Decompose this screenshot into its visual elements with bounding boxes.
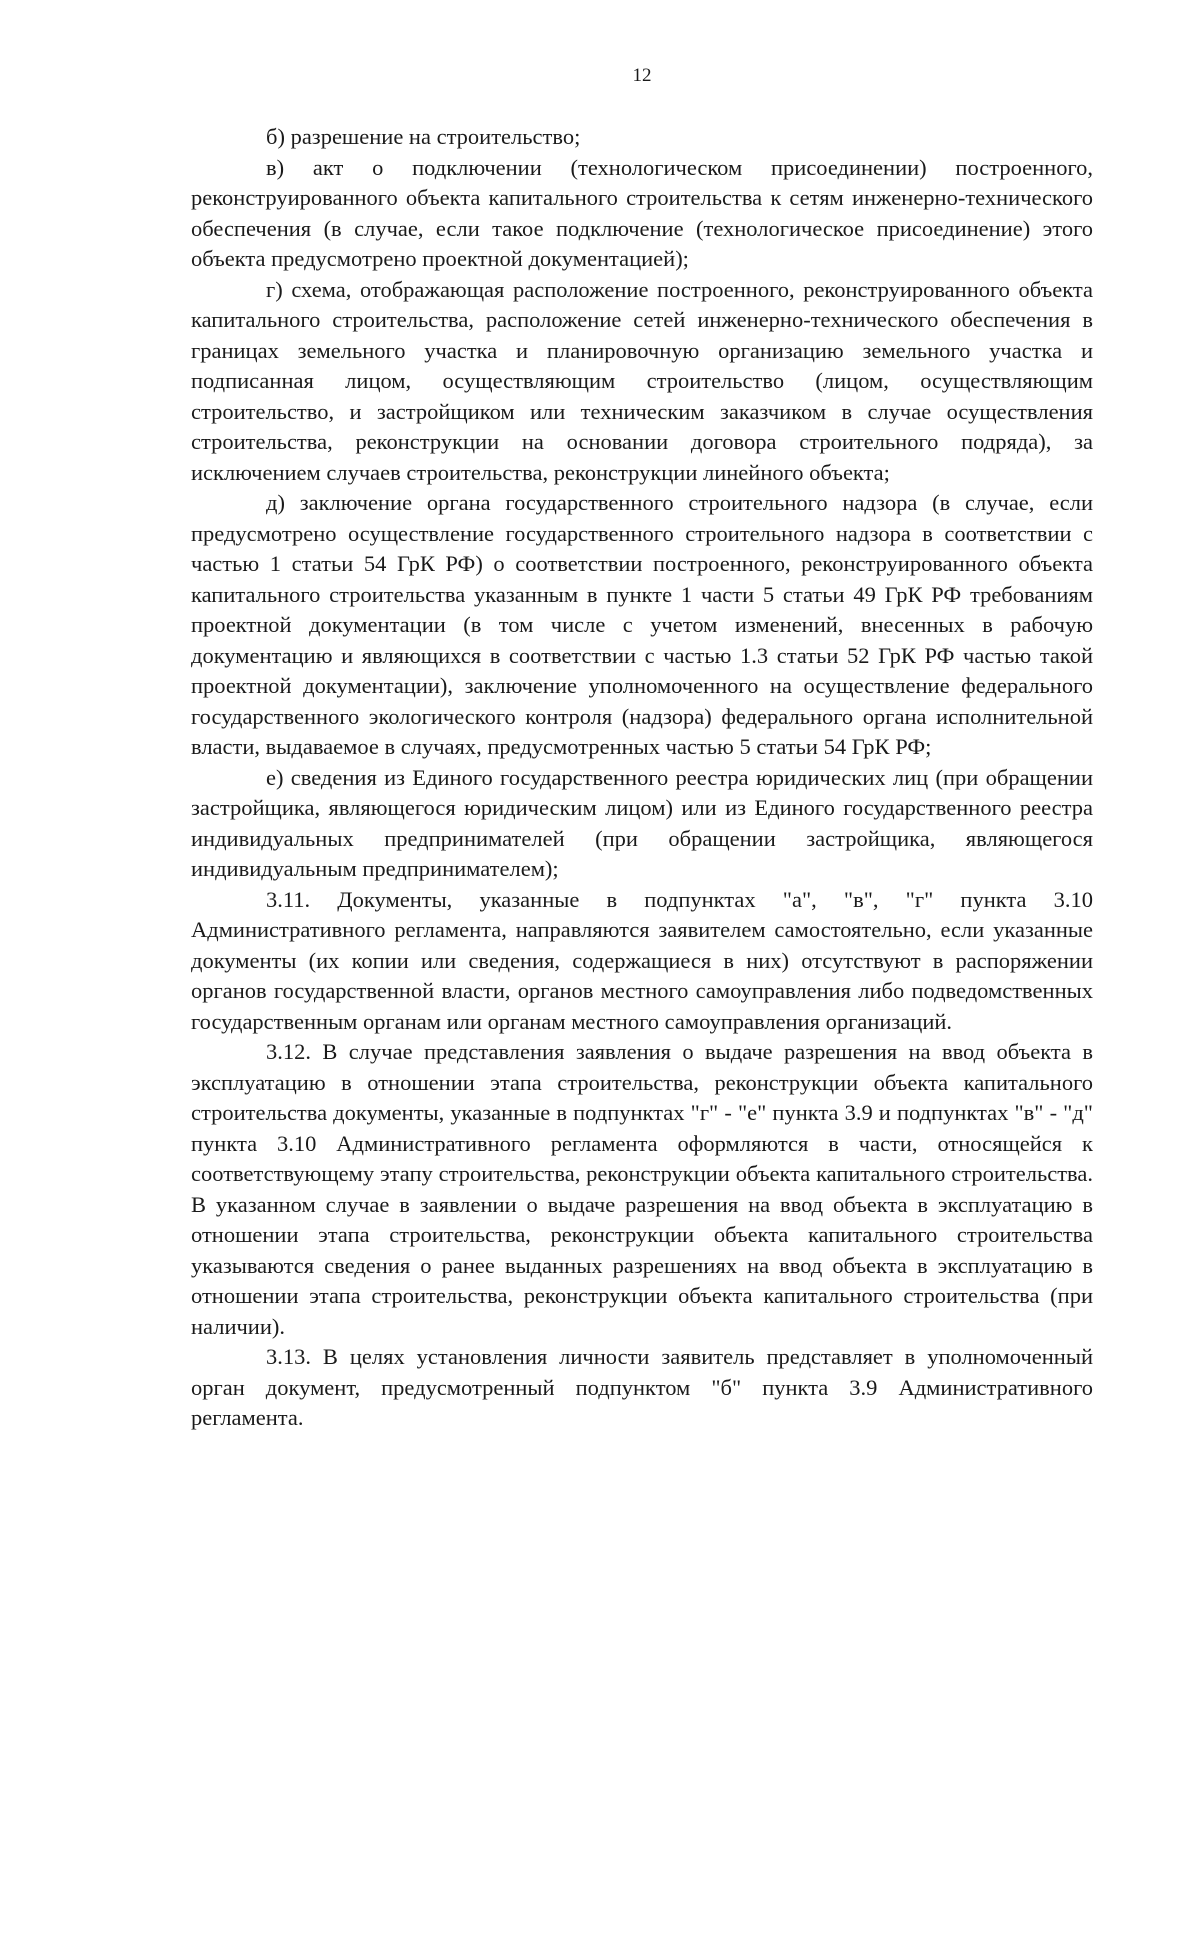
- paragraph-item-v: в) акт о подключении (технологическом присоединении) построенного, реконструированного объекта капитального строительства к сетям инженерно-технического обеспечения (в случае, если такое подключение (технологическое присоединение) этого объекта предусмотрено проектной документацией);: [191, 154, 1093, 271]
- paragraph-item-g: г) схема, отображающая расположение построенного, реконструированного объекта капитального строительства, расположение сетей инженерно-технического обеспечения в границах земельного участка и планировочную организацию земельного участка и подписанная лицом, осуществляющим строительство (лицом, осуществляющим строительство, и застройщиком или техническим заказчиком в случае осуществления строительства, реконструкции на основании договора строительного подряда), за исключением случаев строительства, реконструкции линейного объекта;: [191, 276, 1093, 485]
- paragraph-clause-3-12: 3.12. В случае представления заявления о выдаче разрешения на ввод объекта в эксплуатацию в отношении этапа строительства, реконструкции объекта капитального строительства документы, указанные в подпунктах "г" - "е" пункта 3.9 и подпунктах "в" - "д" пункта 3.10 Административного регламента оформляются в части, относящейся к соответствующему этапу строительства, реконструкции объекта капитального строительства. В указанном случае в заявлении о выдаче разрешения на ввод объекта в эксплуатацию в отношении этапа строительства, реконструкции объекта капитального строительства указываются сведения о ранее выданных разрешениях на ввод объекта в эксплуатацию в отношении этапа строительства, реконструкции объекта капитального строительства (при наличии).: [191, 1039, 1093, 1339]
- paragraph-clause-3-13: 3.13. В целях установления личности заявитель представляет в уполномоченный орган документ, предусмотренный подпунктом "б" пункта 3.9 Административного регламента.: [191, 1344, 1093, 1430]
- paragraph-item-e: е) сведения из Единого государственного реестра юридических лиц (при обращении застройщика, являющегося юридическим лицом) или из Единого государственного реестра индивидуальных предпринимателей (при обращении застройщика, являющегося индивидуальным предпринимателем);: [191, 764, 1093, 881]
- paragraph-clause-3-11: 3.11. Документы, указанные в подпунктах "а", "в", "г" пункта 3.10 Административного регламента, направляются заявителем самостоятельно, если указанные документы (их копии или сведения, содержащиеся в них) отсутствуют в распоряжении органов государственной власти, органов местного самоуправления либо подведомственных государственным органам или органам местного самоуправления организаций.: [191, 886, 1093, 1034]
- paragraph-item-d: д) заключение органа государственного строительного надзора (в случае, если предусмотрено осуществление государственного строительного надзора в соответствии с частью 1 статьи 54 ГрК РФ) о соответствии построенного, реконструированного объекта капитального строительства указанным в пункте 1 части 5 статьи 49 ГрК РФ требованиям проектной документации (в том числе с учетом изменений, внесенных в рабочую документацию и являющихся в соответствии с частью 1.3 статьи 52 ГрК РФ частью такой проектной документации), заключение уполномоченного на осуществление федерального государственного экологического контроля (надзора) федерального органа исполнительной власти, выдаваемое в случаях, предусмотренных частью 5 статьи 54 ГрК РФ;: [191, 490, 1093, 759]
- paragraph-item-b: б) разрешение на строительство;: [266, 124, 581, 149]
- page-number: 12: [632, 65, 652, 86]
- document-body: [191, 122, 1093, 1434]
